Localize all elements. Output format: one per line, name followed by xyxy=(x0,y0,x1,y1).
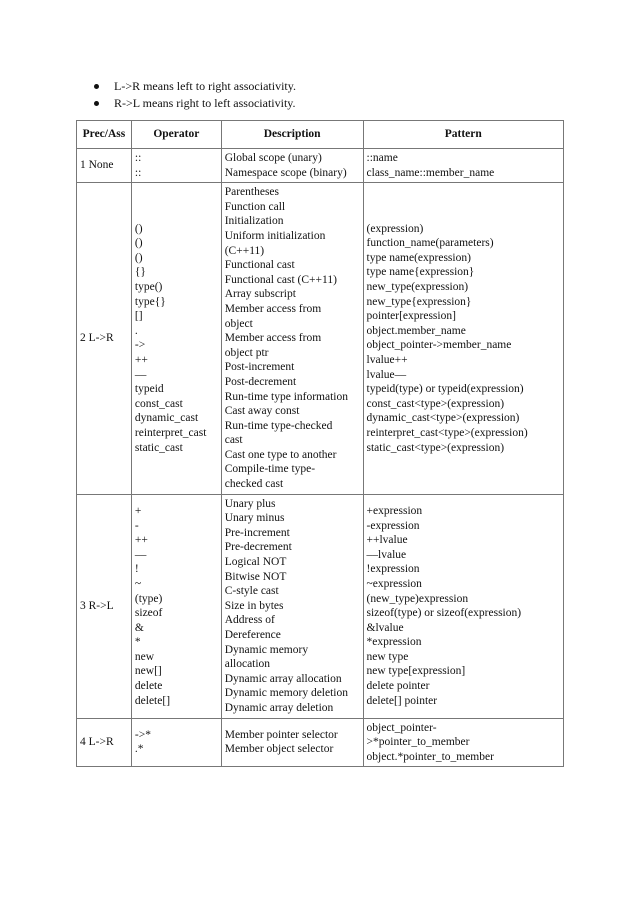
header-description: Description xyxy=(221,121,363,149)
description-line: Dynamic memory deletion xyxy=(224,687,348,700)
description-line: (C++11) xyxy=(224,244,265,257)
operator-line: ++ xyxy=(134,534,148,547)
description-line: Run-time type-checked xyxy=(224,419,333,432)
description-line: Function call xyxy=(224,200,286,213)
description-line: object ptr xyxy=(224,346,269,359)
description-line: Post-decrement xyxy=(224,375,297,388)
prec-ass-cell: 2 L->R xyxy=(77,183,132,494)
description-line: Member object selector xyxy=(224,743,334,756)
operator-line: type{} xyxy=(134,295,166,308)
description-line: Array subscript xyxy=(224,288,296,301)
pattern-cell xyxy=(363,149,563,183)
operator-line: .* xyxy=(134,743,144,756)
operator-line: –– xyxy=(134,548,147,561)
operator-line: ~ xyxy=(134,577,142,590)
description-line: Cast away const xyxy=(224,405,300,418)
operator-precedence-table xyxy=(76,120,564,767)
pattern-line: new type xyxy=(366,650,409,663)
pattern-line: &lvalue xyxy=(366,621,404,634)
pattern-line: class_name::member_name xyxy=(366,166,495,179)
description-line: Dynamic array deletion xyxy=(224,701,334,714)
description-line: allocation xyxy=(224,658,271,671)
pattern-cell xyxy=(363,494,563,718)
description-line: checked cast xyxy=(224,478,284,491)
description-cell xyxy=(221,718,363,767)
description-line: Namespace scope (binary) xyxy=(224,166,347,179)
operator-line: –– xyxy=(134,368,147,381)
operator-line: type() xyxy=(134,281,163,294)
table-row xyxy=(77,494,564,718)
description-line: Initialization xyxy=(224,215,284,228)
operator-line: static_cast xyxy=(134,441,183,454)
description-cell xyxy=(221,183,363,494)
pattern-line: ++lvalue xyxy=(366,534,408,547)
description-line: Uniform initialization xyxy=(224,229,326,242)
description-cell xyxy=(221,149,363,183)
operator-line: typeid xyxy=(134,383,164,396)
operator-line: :: xyxy=(134,166,142,179)
description-line: Unary minus xyxy=(224,512,285,525)
operator-line: delete xyxy=(134,680,163,693)
operator-line: () xyxy=(134,251,143,264)
pattern-line: >*pointer_to_member xyxy=(366,736,470,749)
operator-line: - xyxy=(134,519,139,532)
operator-line: ++ xyxy=(134,354,148,367)
description-line: Logical NOT xyxy=(224,556,287,569)
header-prec-ass: Prec/Ass xyxy=(77,121,132,149)
pattern-line: type name(expression) xyxy=(366,251,471,264)
operator-line: delete[] xyxy=(134,694,171,707)
operator-cell xyxy=(131,718,221,767)
pattern-line: static_cast<type>(expression) xyxy=(366,441,505,454)
description-line: Parentheses xyxy=(224,186,280,199)
header-operator: Operator xyxy=(131,121,221,149)
header-pattern: Pattern xyxy=(363,121,563,149)
pattern-line: const_cast<type>(expression) xyxy=(366,397,505,410)
pattern-line: type name{expression} xyxy=(366,266,475,279)
operator-line: (type) xyxy=(134,592,163,605)
description-line: Address of xyxy=(224,614,275,627)
pattern-line: (expression) xyxy=(366,222,424,235)
description-line: Pre-increment xyxy=(224,526,290,539)
operator-line: . xyxy=(134,324,138,337)
pattern-line: -expression xyxy=(366,519,420,532)
bullet-item xyxy=(94,95,296,112)
description-line: cast xyxy=(224,434,243,447)
description-line: Member access from xyxy=(224,332,322,345)
pattern-line: ––lvalue xyxy=(366,548,407,561)
operator-line: :: xyxy=(134,152,142,164)
associativity-notes xyxy=(94,78,296,112)
operator-line: reinterpret_cast xyxy=(134,426,207,439)
bullet-text: L->R means left to right associativity. xyxy=(114,79,296,93)
description-line: Global scope (unary) xyxy=(224,152,322,164)
operator-line: & xyxy=(134,621,144,634)
description-line: Functional cast (C++11) xyxy=(224,273,337,286)
description-line: Size in bytes xyxy=(224,599,284,612)
pattern-line: delete[] pointer xyxy=(366,694,438,707)
operator-line: new xyxy=(134,650,155,663)
operator-line: ! xyxy=(134,563,139,576)
pattern-line: object.*pointer_to_member xyxy=(366,750,494,763)
operator-line: () xyxy=(134,222,143,235)
operator-line: -> xyxy=(134,339,146,352)
pattern-line: lvalue–– xyxy=(366,368,407,381)
pattern-cell xyxy=(363,718,563,767)
description-line: C-style cast xyxy=(224,585,279,598)
operator-line: [] xyxy=(134,310,143,323)
table-header-row xyxy=(77,121,564,149)
description-line: Post-increment xyxy=(224,361,295,374)
pattern-cell xyxy=(363,183,563,494)
pattern-line: typeid(type) or typeid(expression) xyxy=(366,383,524,396)
pattern-line: ::name xyxy=(366,152,398,164)
description-line: Compile-time type- xyxy=(224,463,316,476)
description-line: Run-time type information xyxy=(224,390,349,403)
operator-line: const_cast xyxy=(134,397,183,410)
prec-ass-cell: 3 R->L xyxy=(77,494,132,718)
description-line: Cast one type to another xyxy=(224,448,337,461)
description-line: Dereference xyxy=(224,629,281,641)
bullet-text: R->L means right to left associativity. xyxy=(114,96,296,110)
operator-line: sizeof xyxy=(134,607,163,620)
description-line: Member access from xyxy=(224,302,322,315)
description-line: Bitwise NOT xyxy=(224,570,287,583)
pattern-line: new_type{expression} xyxy=(366,295,472,308)
pattern-line: object_pointer->member_name xyxy=(366,339,512,352)
prec-ass-cell: 1 None xyxy=(77,149,132,183)
operator-line: dynamic_cast xyxy=(134,412,199,425)
pattern-line: dynamic_cast<type>(expression) xyxy=(366,412,520,425)
bullet-dot-icon xyxy=(94,84,99,89)
pattern-line: *expression xyxy=(366,636,422,649)
operator-cell xyxy=(131,183,221,494)
prec-ass-cell: 4 L->R xyxy=(77,718,132,767)
table-body xyxy=(77,149,564,767)
description-line: Unary plus xyxy=(224,497,276,510)
pattern-line: new_type(expression) xyxy=(366,281,469,294)
pattern-line: object_pointer- xyxy=(366,721,437,734)
description-line: Member pointer selector xyxy=(224,728,338,741)
operator-cell xyxy=(131,149,221,183)
operator-line: new[] xyxy=(134,665,162,678)
bullet-item xyxy=(94,78,296,95)
description-line: Dynamic array allocation xyxy=(224,672,342,685)
pattern-line: sizeof(type) or sizeof(expression) xyxy=(366,607,522,620)
pattern-line: function_name(parameters) xyxy=(366,237,494,250)
table-row xyxy=(77,183,564,494)
bullet-dot-icon xyxy=(94,101,99,106)
operator-line: + xyxy=(134,504,142,517)
operator-line: () xyxy=(134,237,143,250)
pattern-line: (new_type)expression xyxy=(366,592,469,605)
description-line: Pre-decrement xyxy=(224,541,292,554)
operator-line: * xyxy=(134,636,141,649)
description-line: object xyxy=(224,317,253,330)
pattern-line: pointer[expression] xyxy=(366,310,456,323)
table-row xyxy=(77,149,564,183)
pattern-line: +expression xyxy=(366,504,423,517)
pattern-line: lvalue++ xyxy=(366,354,408,367)
operator-line: ->* xyxy=(134,728,151,741)
pattern-line: object.member_name xyxy=(366,324,466,337)
pattern-line: ~expression xyxy=(366,577,422,590)
pattern-line: !expression xyxy=(366,563,420,576)
table-row xyxy=(77,718,564,767)
pattern-line: new type[expression] xyxy=(366,665,466,678)
description-line: Dynamic memory xyxy=(224,643,309,656)
pattern-line: reinterpret_cast<type>(expression) xyxy=(366,426,528,439)
pattern-line: delete pointer xyxy=(366,680,430,693)
operator-line: {} xyxy=(134,266,146,279)
description-line: Functional cast xyxy=(224,259,295,272)
operator-cell xyxy=(131,494,221,718)
description-cell xyxy=(221,494,363,718)
